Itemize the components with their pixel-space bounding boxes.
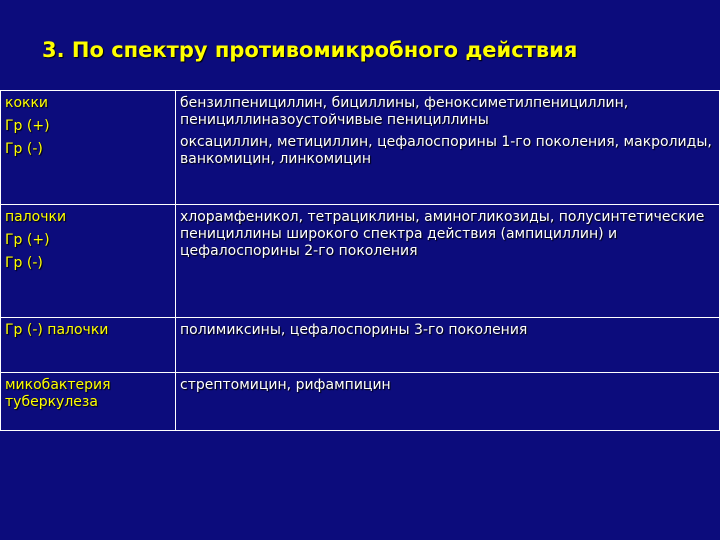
organism-label: палочки — [5, 209, 67, 225]
table-row — [1, 318, 720, 373]
drugs-text: полимиксины, цефалоспорины 3-го поколения — [180, 322, 528, 338]
drugs-text: хлорамфеникол, тетрациклины, аминогликозиды, полусинтетические пенициллины широкого спектра действия (ампициллин) и цефалоспорины 2-го поколения — [180, 209, 705, 259]
drugs-gram-positive-text: бензилпенициллин, бициллины, феноксиметилпенициллин, пенициллиназоустойчивые пенициллины — [180, 95, 629, 128]
drugs-cell — [176, 205, 720, 318]
organism-cell — [1, 205, 176, 318]
drugs-text: стрептомицин, рифампицин — [180, 377, 391, 393]
table-row — [1, 373, 720, 431]
gram-positive-label: Гр (+) — [5, 118, 50, 134]
organism-label: Гр (-) палочки — [5, 322, 109, 338]
drugs-cell — [176, 318, 720, 373]
drugs-cell — [176, 373, 720, 431]
table-row — [1, 91, 720, 205]
slide-title: 3. По спектру противомикробного действия — [42, 38, 578, 62]
organism-cell — [1, 318, 176, 373]
organism-label: кокки — [5, 95, 49, 111]
spectrum-table — [0, 90, 720, 431]
organism-label: микобактерия туберкулеза — [5, 377, 111, 410]
table-row — [1, 205, 720, 318]
gram-negative-label: Гр (-) — [5, 141, 43, 157]
organism-cell — [1, 373, 176, 431]
organism-cell — [1, 91, 176, 205]
drugs-gram-negative-text: оксациллин, метициллин, цефалоспорины 1-го поколения, макролиды, ванкомицин, линкомицин — [180, 134, 712, 167]
gram-negative-label: Гр (-) — [5, 255, 43, 271]
drugs-cell — [176, 91, 720, 205]
gram-positive-label: Гр (+) — [5, 232, 50, 248]
